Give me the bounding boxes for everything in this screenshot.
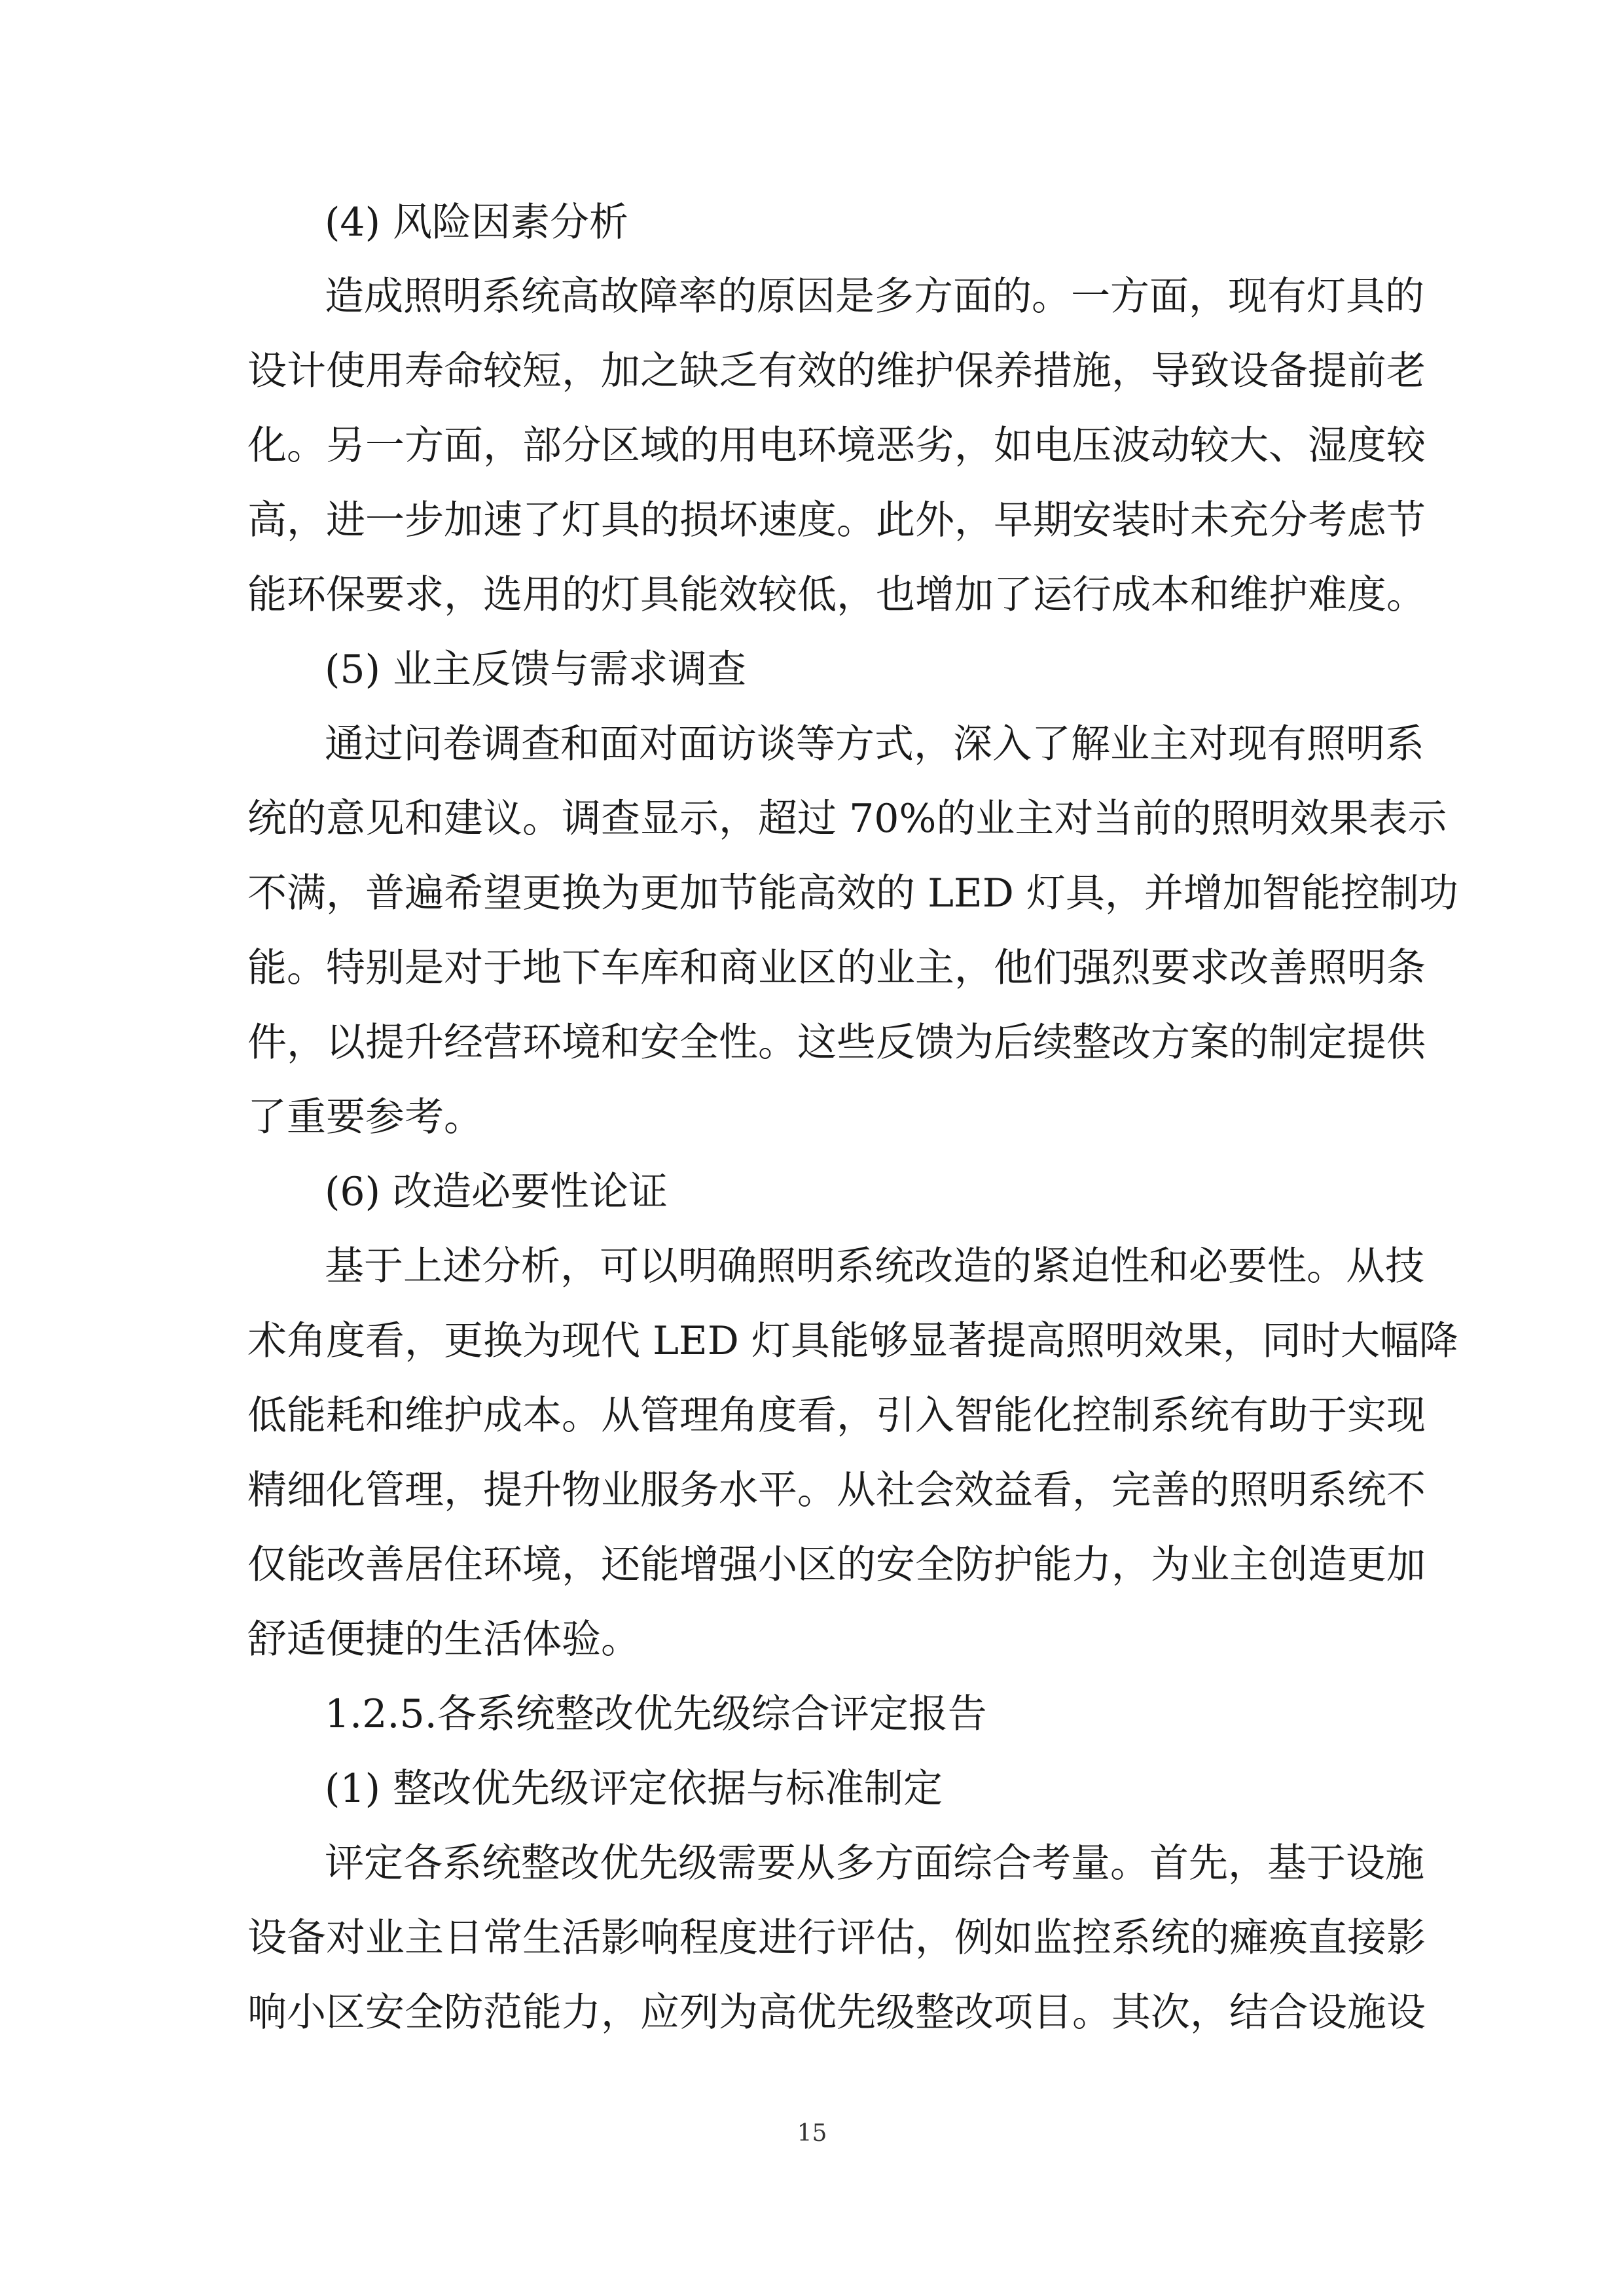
- section-title-priority-report: 1.2.5.各系统整改优先级综合评定报告: [325, 1691, 987, 1737]
- priority-paragraph-line: 评定各系统整改优先级需要从多方面综合考量。首先，基于设施: [325, 1840, 1424, 1886]
- risk-paragraph-line: 高，进一步加速了灯具的损坏速度。此外，早期安装时未充分考虑节: [247, 497, 1426, 543]
- necessity-paragraph-line: 基于上述分析，可以明确照明系统改造的紧迫性和必要性。从技: [325, 1244, 1424, 1289]
- necessity-paragraph-line: 舒适便捷的生活体验。: [247, 1617, 640, 1662]
- heading-owner-feedback: (5) 业主反馈与需求调查: [325, 647, 747, 692]
- feedback-paragraph-line: 件，以提升经营环境和安全性。这些反馈为后续整改方案的制定提供: [247, 1020, 1426, 1066]
- priority-paragraph-line: 响小区安全防范能力，应列为高优先级整改项目。其次，结合设施设: [247, 1990, 1426, 2036]
- necessity-paragraph-line: 精细化管理，提升物业服务水平。从社会效益看，完善的照明系统不: [247, 1467, 1426, 1513]
- feedback-paragraph-line: 能。特别是对于地下车库和商业区的业主，他们强烈要求改善照明条: [247, 945, 1426, 991]
- risk-paragraph-line: 化。另一方面，部分区域的用电环境恶劣，如电压波动较大、湿度较: [247, 423, 1426, 469]
- heading-risk-factors: (4) 风险因素分析: [325, 200, 629, 245]
- necessity-paragraph-line: 低能耗和维护成本。从管理角度看，引入智能化控制系统有助于实现: [247, 1393, 1426, 1439]
- feedback-paragraph-line: 统的意见和建议。调查显示，超过 70%的业主对当前的照明效果表示: [247, 796, 1447, 842]
- page-number: 15: [797, 2120, 827, 2147]
- risk-paragraph-line: 造成照明系统高故障率的原因是多方面的。一方面，现有灯具的: [325, 274, 1424, 319]
- risk-paragraph-line: 能环保要求，选用的灯具能效较低，也增加了运行成本和维护难度。: [247, 572, 1426, 618]
- priority-paragraph-line: 设备对业主日常生活影响程度进行评估，例如监控系统的瘫痪直接影: [247, 1915, 1426, 1961]
- feedback-paragraph-line: 通过问卷调查和面对面访谈等方式，深入了解业主对现有照明系: [325, 721, 1424, 767]
- risk-paragraph-line: 设计使用寿命较短，加之缺乏有效的维护保养措施，导致设备提前老: [247, 348, 1426, 394]
- necessity-paragraph-line: 仅能改善居住环境，还能增强小区的安全防护能力，为业主创造更加: [247, 1542, 1426, 1588]
- feedback-paragraph-line: 不满，普遍希望更换为更加节能高效的 LED 灯具，并增加智能控制功: [247, 870, 1458, 916]
- heading-renovation-necessity: (6) 改造必要性论证: [325, 1169, 668, 1215]
- heading-priority-criteria: (1) 整改优先级评定依据与标准制定: [325, 1766, 943, 1812]
- necessity-paragraph-line: 术角度看，更换为现代 LED 灯具能够显著提高照明效果，同时大幅降: [247, 1318, 1458, 1364]
- feedback-paragraph-line: 了重要参考。: [247, 1094, 483, 1140]
